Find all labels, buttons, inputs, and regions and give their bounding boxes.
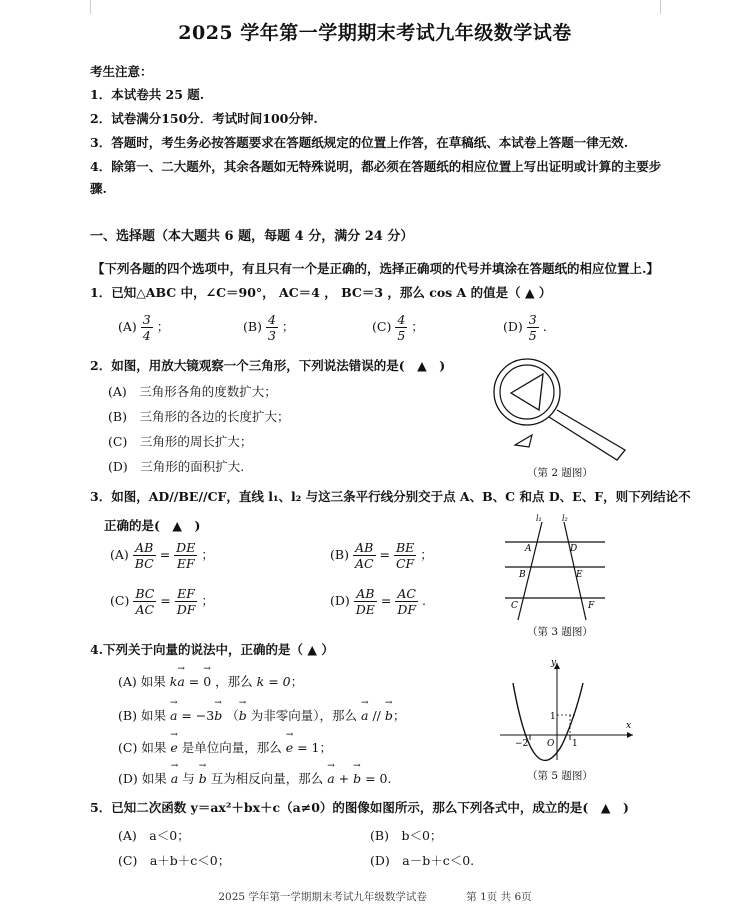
footer-page-number: 第 1页 共 6页 bbox=[466, 891, 532, 903]
parabola-figure bbox=[495, 655, 640, 765]
figure-2-caption: （第 2 题图） bbox=[527, 467, 593, 479]
label-y-one: 1 bbox=[550, 712, 556, 722]
crop-mark bbox=[660, 0, 661, 14]
label-f: F bbox=[588, 601, 595, 611]
notice-heading: 考生注意： bbox=[90, 64, 153, 79]
page-footer bbox=[0, 889, 750, 904]
magnified-triangle bbox=[511, 374, 543, 410]
q5-option-a: (A) a＜0； bbox=[118, 828, 190, 843]
crop-mark bbox=[90, 0, 91, 14]
label-l1: l₁ bbox=[536, 514, 542, 523]
label-l2: l₂ bbox=[562, 514, 568, 523]
figure-5-caption: （第 5 题图） bbox=[527, 770, 593, 782]
q5-option-d: (D) a－b＋c＜0. bbox=[370, 853, 475, 868]
label-x: x bbox=[626, 721, 632, 731]
q1-option-b: (B) $\frac{4}{3}$ ； bbox=[243, 312, 295, 343]
line-l2 bbox=[564, 522, 586, 620]
section-instruction: 【下列各题的四个选项中，有且只有一个是正确的，选择正确项的代号并填涂在答题纸的相应位置上.】 bbox=[92, 261, 659, 276]
q2-option-c: (C) 三角形的周长扩大； bbox=[108, 434, 253, 449]
q5-option-c: (C) a＋b＋c＜0； bbox=[118, 853, 231, 868]
q1-option-d: (D) $\frac{3}{5}$ . bbox=[503, 312, 547, 343]
magnifier-figure bbox=[485, 350, 635, 465]
q2-option-a: (A) 三角形各角的度数扩大； bbox=[108, 384, 277, 399]
q3-option-d: (D) $\frac{AB}{DE}$ = $\frac{AC}{DF}$ . bbox=[330, 586, 427, 617]
parallel-lines-figure bbox=[500, 512, 610, 622]
label-y: y bbox=[551, 658, 557, 668]
label-b: B bbox=[519, 570, 526, 580]
question-5-stem: 5．已知二次函数 y＝ax²＋bx＋c（a≠0）的图像如图所示，那么下列各式中，成立的是( ▲ ) bbox=[90, 800, 629, 815]
q3-option-c: (C) $\frac{BC}{AC}$ = $\frac{EF}{DF}$ ； bbox=[110, 586, 214, 617]
question-2-stem: 2．如图，用放大镜观察一个三角形，下列说法错误的是( ▲ ) bbox=[90, 358, 446, 373]
magnifier-lens-outer bbox=[494, 359, 560, 425]
q5-option-b: (B) b＜0； bbox=[370, 828, 443, 843]
q3-option-a: (A) $\frac{AB}{BC}$ = $\frac{DE}{EF}$ ； bbox=[110, 540, 214, 571]
q4-option-b: (B) 如果 → a = −3→ b （→ b 为非零向量），那么 → a // → b； bbox=[118, 706, 405, 724]
q3-option-b: (B) $\frac{AB}{AC}$ = $\frac{BE}{CF}$ ； bbox=[330, 540, 433, 571]
x-axis-arrow bbox=[627, 732, 633, 738]
label-a: A bbox=[525, 544, 532, 554]
label-origin: O bbox=[547, 739, 555, 749]
question-1-stem: 1．已知△ABC 中，∠C＝90°， AC＝4 ， BC＝3 ，那么 cos A 的值是（ ▲ ） bbox=[90, 285, 552, 300]
section-title: 一、选择题（本大题共 6 题，每题 4 分，满分 24 分） bbox=[90, 229, 414, 244]
q1-option-c: (C) $\frac{4}{5}$ ； bbox=[372, 312, 424, 343]
question-3-stem-continued: 正确的是( ▲ ) bbox=[104, 518, 201, 533]
q2-option-b: (B) 三角形的各边的长度扩大； bbox=[108, 409, 290, 424]
label-x-one: 1 bbox=[572, 739, 578, 749]
label-e: E bbox=[576, 570, 583, 580]
notice-rule: 4．除第一、二大题外，其余各题如无特殊说明，都必须在答题纸的相应位置上写出证明或计算的主要步骤. bbox=[90, 159, 662, 196]
figure-3-caption: （第 3 题图） bbox=[527, 626, 593, 638]
q4-option-a: (A) 如果 k→ a = → 0 ，那么 k = 0； bbox=[118, 672, 303, 690]
q1-option-a: (A) $\frac{3}{4}$ ； bbox=[118, 312, 170, 343]
notice-rule: 2．试卷满分150分．考试时间100分钟. bbox=[90, 111, 318, 126]
label-d: D bbox=[570, 544, 578, 554]
label-c: C bbox=[511, 601, 518, 611]
notice-rule: 3．答题时，考生务必按答题要求在答题纸规定的位置上作答，在草稿纸、本试卷上答题一律无效. bbox=[90, 135, 629, 150]
magnifier-lens-inner bbox=[500, 365, 554, 419]
exam-title: 2025 学年第一学期期末考试九年级数学试卷 bbox=[178, 22, 572, 44]
small-triangle bbox=[515, 435, 532, 447]
footer-title: 2025 学年第一学期期末考试九年级数学试卷 bbox=[218, 891, 427, 903]
question-4-stem: 4.下列关于向量的说法中，正确的是（ ▲ ） bbox=[90, 642, 334, 657]
notice-rule: 1．本试卷共 25 题. bbox=[90, 87, 205, 102]
question-3-stem: 3．如图，AD//BE//CF，直线 l₁、l₂ 与这三条平行线分别交于点 A、B、C 和点 D、E、F，则下列结论不 bbox=[90, 489, 691, 504]
label-neg2: −2 bbox=[515, 739, 529, 749]
q4-option-d: (D) 如果 → a 与 → b 互为相反向量，那么 → a + → b = 0. bbox=[118, 769, 391, 787]
q4-option-c: (C) 如果 → e 是单位向量，那么 → e = 1； bbox=[118, 738, 332, 756]
q2-option-d: (D) 三角形的面积扩大. bbox=[108, 459, 245, 474]
magnifier-handle bbox=[549, 410, 625, 460]
